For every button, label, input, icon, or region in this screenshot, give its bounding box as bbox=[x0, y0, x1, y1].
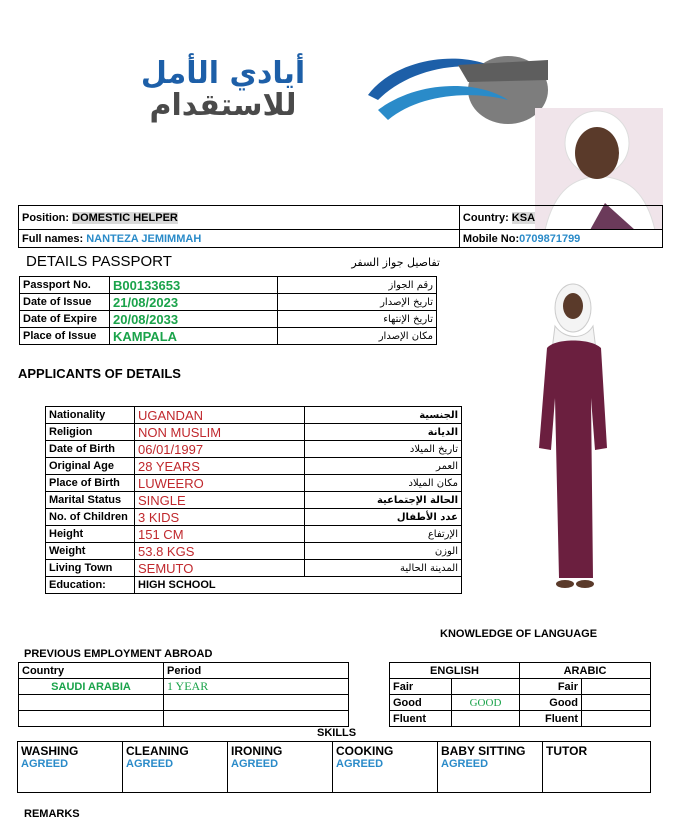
applicant-row-arabic: عدد الأطفال bbox=[305, 509, 462, 526]
applicant-row bbox=[46, 441, 462, 458]
arabic-level-value bbox=[582, 711, 651, 727]
applicant-row-value: 06/01/1997 bbox=[135, 441, 305, 458]
mobile-label: Mobile No: bbox=[462, 232, 520, 245]
mobile-value: 0709871799 bbox=[519, 232, 581, 245]
country-cell bbox=[459, 206, 662, 230]
passport-row-value: 21/08/2023 bbox=[110, 294, 278, 311]
skill-cell bbox=[438, 742, 543, 793]
english-level-value bbox=[452, 679, 520, 695]
applicant-row-arabic: العمر bbox=[305, 458, 462, 475]
applicant-row-value: LUWEERO bbox=[135, 475, 305, 492]
employment-row-period bbox=[164, 695, 349, 711]
employment-row bbox=[19, 695, 349, 711]
passport-row-label: Place of Issue bbox=[20, 328, 110, 345]
header-table bbox=[18, 205, 663, 248]
english-level-label: Good bbox=[390, 695, 452, 711]
mobile-cell bbox=[459, 230, 662, 248]
fullname-label: Full names: bbox=[22, 232, 84, 245]
applicant-row-arabic: الجنسية bbox=[305, 407, 462, 424]
applicant-row bbox=[46, 577, 462, 594]
applicant-row bbox=[46, 543, 462, 560]
logo-arabic-line2: للاستقدام bbox=[149, 88, 297, 123]
language-table bbox=[389, 662, 651, 727]
skill-name: WASHING bbox=[21, 744, 79, 758]
passport-row-arabic: رقم الجواز bbox=[278, 277, 437, 294]
english-level-label: Fair bbox=[390, 679, 452, 695]
applicant-row-arabic: الديانة bbox=[305, 424, 462, 441]
position-label: Position: bbox=[22, 211, 70, 224]
arabic-level-label: Good bbox=[520, 695, 582, 711]
position-cell bbox=[19, 206, 460, 230]
skill-name: TUTOR bbox=[546, 744, 588, 758]
language-english-header: ENGLISH bbox=[390, 663, 520, 679]
applicant-row-value: 28 YEARS bbox=[135, 458, 305, 475]
applicant-row bbox=[46, 526, 462, 543]
skill-status: AGREED bbox=[441, 758, 489, 770]
passport-row-value: KAMPALA bbox=[110, 328, 278, 345]
remarks-title: REMARKS bbox=[24, 808, 80, 820]
passport-title: DETAILS PASSPORT bbox=[26, 253, 172, 270]
employment-row-period: 1 YEAR bbox=[164, 679, 349, 695]
applicant-row-arabic: مكان الميلاد bbox=[305, 475, 462, 492]
employment-row-country bbox=[19, 711, 164, 727]
applicant-row-label: Place of Birth bbox=[46, 475, 135, 492]
language-section-title: KNOWLEDGE OF LANGUAGE bbox=[440, 628, 598, 640]
applicant-row-label: Education: bbox=[46, 577, 135, 594]
applicant-row bbox=[46, 407, 462, 424]
arabic-level-value bbox=[582, 695, 651, 711]
employment-row-country bbox=[19, 695, 164, 711]
applicant-row-label: Living Town bbox=[46, 560, 135, 577]
passport-row-value: B00133653 bbox=[110, 277, 278, 294]
employment-col-country: Country bbox=[19, 663, 164, 679]
applicant-row bbox=[46, 424, 462, 441]
arabic-level-value bbox=[582, 679, 651, 695]
arabic-level-label: Fluent bbox=[520, 711, 582, 727]
arabic-level-label: Fair bbox=[520, 679, 582, 695]
country-value: KSA bbox=[511, 211, 536, 224]
applicant-row bbox=[46, 458, 462, 475]
passport-row bbox=[20, 277, 437, 294]
passport-row-label: Date of Expire bbox=[20, 311, 110, 328]
applicant-row-value: SINGLE bbox=[135, 492, 305, 509]
skill-status: AGREED bbox=[126, 758, 174, 770]
applicant-row-value: NON MUSLIM bbox=[135, 424, 305, 441]
skill-name: COOKING bbox=[336, 744, 394, 758]
fullname-value: NANTEZA JEMIMMAH bbox=[86, 232, 202, 245]
skill-name: IRONING bbox=[231, 744, 283, 758]
employment-row-period bbox=[164, 711, 349, 727]
applicant-row-arabic: تاريخ الميلاد bbox=[305, 441, 462, 458]
skill-cell bbox=[123, 742, 228, 793]
applicant-row-label: Marital Status bbox=[46, 492, 135, 509]
logo-arabic-line1: أيادي الأمل bbox=[140, 56, 306, 91]
applicant-row-value: 3 KIDS bbox=[135, 509, 305, 526]
passport-row-arabic: مكان الإصدار bbox=[278, 328, 437, 345]
applicant-row-value: UGANDAN bbox=[135, 407, 305, 424]
skills-table bbox=[17, 741, 651, 793]
passport-row bbox=[20, 294, 437, 311]
applicant-row-label: Date of Birth bbox=[46, 441, 135, 458]
english-level-value: GOOD bbox=[452, 695, 520, 711]
passport-row-label: Date of Issue bbox=[20, 294, 110, 311]
applicant-table bbox=[45, 406, 462, 594]
english-level-value bbox=[452, 711, 520, 727]
applicant-row-label: Nationality bbox=[46, 407, 135, 424]
skill-cell bbox=[18, 742, 123, 793]
applicant-row-arabic: الوزن bbox=[305, 543, 462, 560]
skill-cell bbox=[543, 742, 651, 793]
applicant-row-label: Religion bbox=[46, 424, 135, 441]
passport-row-label: Passport No. bbox=[20, 277, 110, 294]
applicant-full-body-photo bbox=[525, 278, 617, 594]
applicant-row-value: 53.8 KGS bbox=[135, 543, 305, 560]
passport-row-arabic: تاريخ الإنتهاء bbox=[278, 311, 437, 328]
applicant-row-label: No. of Children bbox=[46, 509, 135, 526]
country-label: Country: bbox=[462, 211, 509, 224]
applicant-row-label: Height bbox=[46, 526, 135, 543]
company-logo bbox=[78, 50, 558, 130]
skills-section-title: SKILLS bbox=[317, 727, 357, 739]
passport-row bbox=[20, 328, 437, 345]
employment-section-title: PREVIOUS EMPLOYMENT ABROAD bbox=[24, 648, 213, 660]
applicant-row-arabic: الحالة الإجتماعية bbox=[305, 492, 462, 509]
applicant-row-label: Original Age bbox=[46, 458, 135, 475]
employment-row bbox=[19, 711, 349, 727]
applicant-row bbox=[46, 475, 462, 492]
applicant-row-arabic: المدينة الحالية bbox=[305, 560, 462, 577]
position-value: DOMESTIC HELPER bbox=[72, 211, 178, 224]
skill-status: AGREED bbox=[336, 758, 384, 770]
skill-cell bbox=[333, 742, 438, 793]
applicant-row-arabic: الإرتفاع bbox=[305, 526, 462, 543]
applicant-row bbox=[46, 492, 462, 509]
skill-name: CLEANING bbox=[126, 744, 189, 758]
applicant-row-label: Weight bbox=[46, 543, 135, 560]
passport-row-arabic: تاريخ الإصدار bbox=[278, 294, 437, 311]
employment-table bbox=[18, 662, 349, 727]
passport-row-value: 20/08/2033 bbox=[110, 311, 278, 328]
applicant-section-title: APPLICANTS OF DETAILS bbox=[18, 366, 181, 381]
passport-row bbox=[20, 311, 437, 328]
skill-status: AGREED bbox=[231, 758, 279, 770]
employment-row-country: SAUDI ARABIA bbox=[19, 679, 164, 695]
fullname-cell bbox=[19, 230, 460, 248]
language-arabic-header: ARABIC bbox=[520, 663, 651, 679]
employment-row bbox=[19, 679, 349, 695]
skill-status: AGREED bbox=[21, 758, 69, 770]
passport-table bbox=[19, 276, 437, 345]
applicant-row-value: 151 CM bbox=[135, 526, 305, 543]
employment-col-period: Period bbox=[164, 663, 349, 679]
applicant-row-value: HIGH SCHOOL bbox=[135, 577, 462, 594]
english-level-label: Fluent bbox=[390, 711, 452, 727]
skill-cell bbox=[228, 742, 333, 793]
applicant-row bbox=[46, 560, 462, 577]
applicant-row-value: SEMUTO bbox=[135, 560, 305, 577]
applicant-row bbox=[46, 509, 462, 526]
skill-name: BABY SITTING bbox=[441, 744, 526, 758]
passport-title-arabic: تفاصيل جواز السفر bbox=[351, 256, 440, 269]
